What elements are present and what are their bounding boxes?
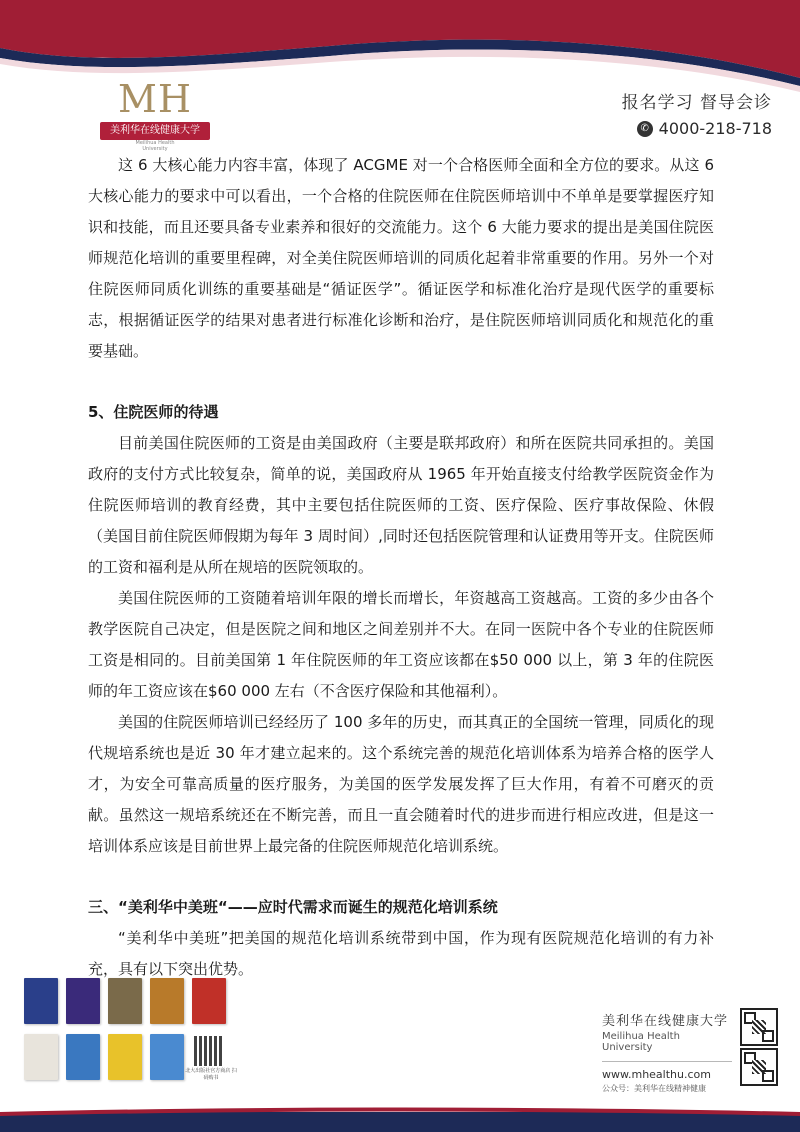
- logo-mark: MH: [118, 77, 193, 121]
- website-qr-code: [740, 1008, 778, 1046]
- phone-icon: ✆: [637, 121, 653, 137]
- document-body: [88, 150, 714, 985]
- book-cover: [108, 1034, 142, 1080]
- wechat-qr-code: [740, 1048, 778, 1086]
- hotline: [622, 88, 772, 138]
- section-heading-5: 5、住院医师的待遇: [88, 403, 219, 421]
- bookstore-qr-code: [194, 1036, 224, 1066]
- footer-contact: [602, 1010, 732, 1094]
- bookstore-caption: 北大出版社官方商店 扫码购书: [185, 1068, 237, 1081]
- school-name-en: Meilihua Health University: [602, 1031, 680, 1053]
- paragraph-history: 美国的住院医师培训已经经历了 100 多年的历史，而其真正的全国统一管理，同质化的现代规培系统也是近 30 年才建立起来的。这个系统完善的规范化培训体系为培养合格的医学人才，为安全可靠高质量的医疗服务，为美国的医学发展发挥了巨大作用，有着不可磨灭的贡献。虽然这一规培系统还在不断完善，而且一直会随着时代的进步而进行相应改进，但是这一培训体系应该是目前世界上最完备的住院医师规范化培训系统。: [88, 713, 714, 855]
- book-covers: [24, 978, 237, 1088]
- logo-subtitle: Meilihua Health University: [135, 140, 175, 152]
- book-cover: [150, 978, 184, 1024]
- book-cover: [66, 978, 100, 1024]
- book-cover: [24, 978, 58, 1024]
- paragraph-meilihua-class: “美利华中美班”把美国的规范化培训系统带到中国，作为现有医院规范化培训的有力补充，具有以下突出优势。: [88, 929, 714, 978]
- phone-number: 4000-218-718: [658, 119, 772, 138]
- header-slogan: 报名学习 督导会诊: [621, 93, 772, 113]
- footer-divider: [602, 1061, 732, 1062]
- logo: [100, 76, 210, 152]
- book-cover: [108, 978, 142, 1024]
- wechat-account: 公众号：美利华在线精神健康: [602, 1084, 706, 1093]
- school-name: 美利华在线健康大学: [602, 1014, 729, 1029]
- section-heading-3: 三、“美利华中美班“——应时代需求而诞生的规范化培训系统: [88, 898, 498, 916]
- footer-wave: [0, 1104, 800, 1132]
- book-cover: [24, 1034, 58, 1080]
- website-url: www.mhealthu.com: [602, 1068, 711, 1081]
- paragraph-core-competencies: 这 6 大核心能力内容丰富，体现了 ACGME 对一个合格医师全面和全方位的要求。从这 6 大核心能力的要求中可以看出，一个合格的住院医师在住院医师培训中不单单是要掌握医疗知识和技能，而且还要具备专业素养和很好的交流能力。这个 6 大能力要求的提出是美国住院医师规范化培训的重要里程碑，对全美住院医师培训的同质化起着非常重要的作用。另外一个对住院医师同质化训练的重要基础是“循证医学”。循证医学和标准化治疗是现代医学的重要标志，根据循证医学的结果对患者进行标准化诊断和治疗，是住院医师培训同质化和规范化的重要基础。: [88, 156, 714, 360]
- logo-ribbon: 美利华在线健康大学: [100, 122, 210, 140]
- book-cover: [66, 1034, 100, 1080]
- book-cover: [192, 978, 226, 1024]
- phone-line: [622, 119, 772, 138]
- book-cover: [150, 1034, 184, 1080]
- paragraph-salary-source: 目前美国住院医师的工资是由美国政府（主要是联邦政府）和所在医院共同承担的。美国政府的支付方式比较复杂，简单的说，美国政府从 1965 年开始直接支付给教学医院资金作为住院医师培训的教育经费，其中主要包括住院医师的工资、医疗保险、医疗事故保险、休假（美国目前住院医师假期为每年 3 周时间）,同时还包括医院管理和认证费用等开支。住院医师的工资和福利是从所在规培的医院领取的。: [88, 434, 714, 576]
- paragraph-salary-level: 美国住院医师的工资随着培训年限的增长而增长，年资越高工资越高。工资的多少由各个教学医院自己决定，但是医院之间和地区之间差别并不大。在同一医院中各个专业的住院医师工资是相同的。目前美国第 1 年住院医师的年工资应该都在$50 000 以上，第 3 年的住院医师的年工资应该在$60 000 左右（不含医疗保险和其他福利）。: [88, 589, 714, 700]
